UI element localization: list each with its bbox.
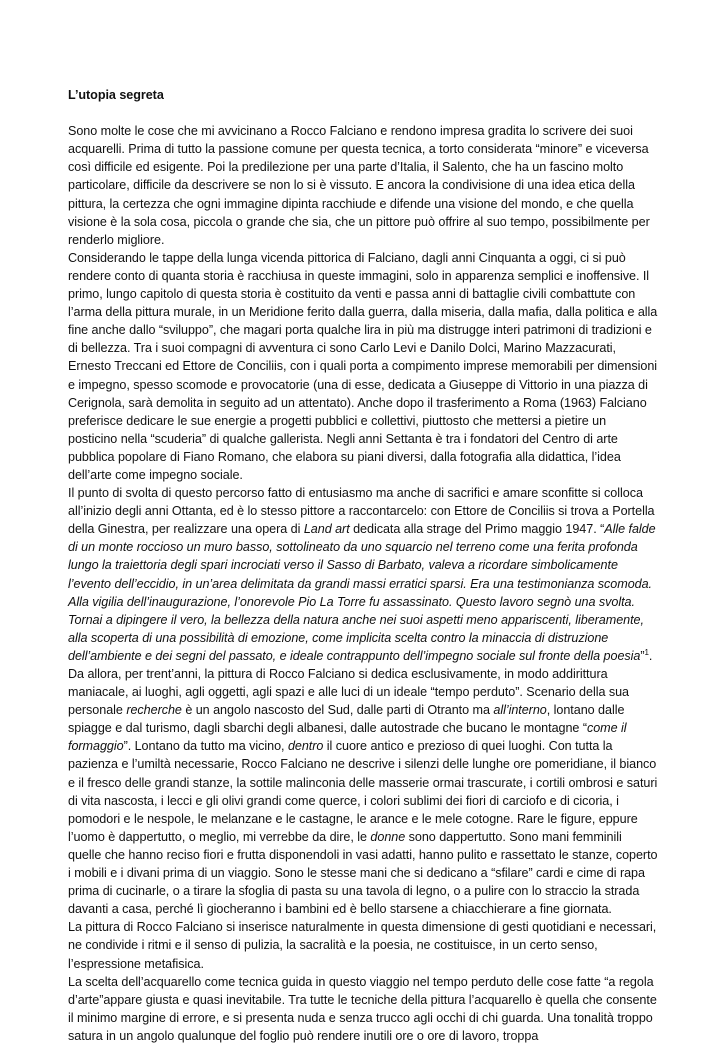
document-body bbox=[68, 86, 658, 1045]
paragraph-4-donne: donne bbox=[370, 829, 406, 844]
paragraph-4 bbox=[68, 665, 658, 918]
paragraph-3 bbox=[68, 484, 658, 665]
paragraph-6: La scelta dell’acquarello come tecnica guida in questo viaggio nel tempo perduto delle cose fatte “a regola d’arte”appare giusta e quasi inevitabile. Tra tutte le tecniche della pittura l’acquarello è quella che consente il minimo margine di errore, e si presenta nuda e senza trucco agli occhi di chi guarda. Una tonalità troppo satura in un angolo qualunque del foglio può rendere inutili ore o ore di lavoro, troppa bbox=[68, 974, 657, 1043]
paragraph-4-text-k: sono dappertutto. Sono mani femminili quelle che hanno reciso fiori e frutta disponendoli in vasi adatti, hanno pulito e rassettato le stanze, coperto i mobili e i divani prima di un viaggio. Sono le stesse mani che si dedicano a “sfilare” cardi e cime di rapa prima di cucinarle, o a tirare la sfoglia di pasta su una tavola di legno, o a pulire con lo straccio la strada davanti a casa, perché lì giocheranno i bambini ed è bello starsene a chiacchierare a fine giornata. bbox=[68, 829, 658, 917]
paragraph-4-text-c: è un angolo nascosto del Sud, dalle parti di Otranto ma bbox=[181, 703, 494, 718]
paragraph-4-dentro: dentro bbox=[287, 739, 324, 754]
paragraph-3-land-art: Land art bbox=[303, 522, 350, 537]
paragraph-3-quote-close: ” bbox=[640, 648, 645, 663]
paragraph-4-text-e: , lontano dalle spiagge e dal turismo, dagli sbarchi degli albanesi, dalle autostrade che bucano le montagne “ bbox=[68, 703, 625, 736]
paragraph-3-period: . bbox=[648, 648, 653, 663]
paragraph-4-all-interno: all’interno bbox=[493, 703, 547, 718]
footnote-marker: 1 bbox=[644, 647, 649, 657]
paragraph-4-come-il-formaggio: come il formaggio bbox=[68, 721, 627, 754]
paragraph-4-text-a: Da allora, per trent’anni, la pittura di Rocco Falciano si dedica esclusivamente, in modo addirittura maniacale, ai luoghi, agli oggetti, agli spazi e alle luci di un ideale “tempo perduto”. Scenario della sua personale bbox=[68, 667, 630, 718]
paragraph-1: Sono molte le cose che mi avvicinano a Rocco Falciano e rendono impresa gradita lo scrivere dei suoi acquarelli. Prima di tutto la passione comune per questa tecnica, a torto considerata “minore” e viceversa così difficile ed esigente. Poi la predilezione per una parte d’Italia, il Salento, che ha un fascino molto particolare, difficile da descrivere se non lo si è vissuto. E ancora la condivisione di una idea etica della pittura, la certezza che ogni immagine dipinta racchiude e difende una visione del mondo, e che quella visione è la sola cosa, piccola o grande che sia, che un pittore può offrire al suo tempo, possibilmente per renderlo migliore. bbox=[68, 124, 650, 247]
paragraph-3-quote: Alle falde di un monte roccioso un muro basso, sottolineato da uno squarcio nel terreno come una ferita profonda lungo la traiettoria degli spari incrociati verso il Sasso di Barbato, valeva a ricordare simbolicamente l’evento dell’eccidio, in un’area delimitata da grandi massi erratici sparsi. Era una testimonianza scomoda. Alla vigilia dell’inaugurazione, l’onorevole Pio La Torre fu assassinato. Questo lavoro segnò una svolta. Tornai a dipingere il vero, la bellezza della natura anche nei suoi aspetti meno appariscenti, liberamente, alla scoperta di una possibilità di emozione, come implicita scelta contro la minaccia di distruzione dell’ambiente e dei segni del passato, e ideale contrappunto dell’impegno sociale sul fronte della poesia bbox=[68, 522, 656, 663]
paragraph-4-text-i: il cuore antico e prezioso di quei luoghi. Con tutta la pazienza e l’umiltà necessarie, Rocco Falciano ne descrive i silenzi delle lunghe ore pomeridiane, il bianco e il fresco delle grandi stanze, la sottile malinconia delle masserie ormai trascurate, i cortili ombrosi e saturi di vita nascosta, i lecci e gli olivi grandi come querce, i colori sublimi dei fiori di carciofo e di cicoria, i pomodori e le nespole, le melanzane e le castagne, le arance e le mele cotogne. Rare le figure, eppure l’uomo è dappertutto, o meglio, mi verrebbe da dire, le bbox=[68, 739, 658, 844]
paragraph-2: Considerando le tappe della lunga vicenda pittorica di Falciano, dagli anni Cinquanta a oggi, ci si può rendere conto di quanta storia è racchiusa in queste immagini, solo in apparenza semplici e inoffensive. Il primo, lungo capitolo di questa storia è costituito da venti e passa anni di battaglie civili combattute con l’arma della pittura murale, in un Meridione ferito dalla guerra, dalla miseria, dalla mafia, dalla politica e alla fine anche dallo “sviluppo”, che magari porta qualche lira in più ma distrugge interi patrimoni di tradizioni e di bellezza. Tra i suoi compagni di avventura ci sono Carlo Levi e Danilo Dolci, Marino Mazzacurati, Ernesto Treccani ed Ettore de Conciliis, con i quali porta a compimento imprese memorabili per dimensioni e impegno, spesso scomode e provocatorie (una di esse, dedicata a Giuseppe di Vittorio in una piazza di Cerignola, sarà demolita in seguito ad un attentato). Anche dopo il trasferimento a Roma (1963) Falciano preferisce dedicare le sue energie a progetti pubblici e collettivi, piuttosto che mettersi a pietire un posticino nella “scuderia” di qualche gallerista. Negli anni Settanta è tra i fondatori del Centro di arte pubblica popolare di Fiano Romano, che elabora su piani diversi, dalla fotografia alla didattica, l’idea dell’arte come impegno sociale. bbox=[68, 250, 658, 482]
document-title: L’utopia segreta bbox=[68, 88, 164, 102]
paragraph-3-text-a: Il punto di svolta di questo percorso fatto di entusiasmo ma anche di sacrifici e amare sconfitte si colloca all’inizio degli anni Ottanta, ed è lo stesso pittore a raccontarcelo: con Ettore de Conciliis si trova a Portella della Ginestra, per realizzare una opera di bbox=[68, 486, 655, 537]
paragraph-4-text-g: ”. Lontano da tutto ma vicino, bbox=[123, 739, 288, 754]
paragraph-5: La pittura di Rocco Falciano si inserisce naturalmente in questa dimensione di gesti quotidiani e necessari, ne condivide i ritmi e il senso di pulizia, la sacralità e la poesia, ne costituisce, in un certo senso, l’espressione metafisica. bbox=[68, 920, 657, 971]
paragraph-4-recherche: recherche bbox=[126, 703, 182, 718]
paragraph-3-text-c: dedicata alla strage del Primo maggio 1947. “ bbox=[349, 522, 605, 537]
